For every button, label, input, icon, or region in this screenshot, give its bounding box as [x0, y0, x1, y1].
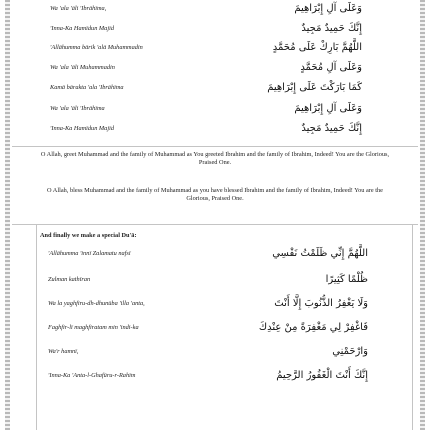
section-heading: And finally we make a special Du'ā: [40, 232, 137, 239]
dua-row [48, 344, 368, 360]
transliteration: 'Inna-Ka Hamīdun Majīd [50, 25, 114, 32]
arabic-text: وَعَلَى آلِ مُحَمَّدٍ [300, 62, 362, 73]
transliteration: 'Inna-Ka 'Anta-l-Ghafūru-r-Rahīm [48, 372, 136, 379]
verse-row [50, 121, 362, 137]
left-decorative-border [5, 0, 10, 430]
translation-greeting: O Allah, greet Muhammad and the family of Muhammad as You greeted Ibrahim and the family of Ibrahim, Indeed! You are the Glorious, Praised One. [40, 151, 390, 166]
arabic-text: وَعَلَى آلِ إِبْرَاهِيمَ [294, 103, 362, 114]
verse-row [50, 21, 362, 37]
divider-line [12, 146, 418, 147]
dua-row [48, 320, 368, 336]
dua-row [48, 246, 368, 262]
translation-blessing: O Allah, bless Muhammad and the family of Muhammad as you have blessed Ibrahim and the family of Ibrahim, Indeed! You are the Glorious, Praised One. [47, 187, 383, 202]
arabic-text: فَاغْفِرْ لِي مَغْفِرَةً مِنْ عِنْدِكَ [258, 322, 368, 333]
transliteration: 'Allāhumma 'innī Zalamatu nafsī [48, 250, 131, 257]
transliteration: 'Inna-Ka Hamīdun Majīd [50, 125, 114, 132]
verse-row [50, 60, 362, 76]
arabic-text: وَعَلَى آلِ إِبْرَاهِيمَ [294, 3, 362, 14]
arabic-text: ظُلْمًا كَثِيرًا [325, 274, 368, 285]
arabic-text: اللَّهُمَّ إِنِّي ظَلَمْتُ نَفْسِي [272, 248, 368, 259]
dua-row [48, 272, 368, 288]
transliteration: Faghfir-lī maghfiratam min 'indi-ka [48, 324, 139, 331]
transliteration: Wa 'ala 'āli 'Ibrāhīma [50, 105, 105, 112]
transliteration: Wa 'ala 'āli 'Ibrāhīma, [50, 5, 107, 12]
right-decorative-border [420, 0, 425, 430]
divider-line [12, 224, 418, 225]
transliteration: 'Allāhumma bārik 'alā Muhammadin [50, 44, 143, 51]
section-right-rule [412, 224, 413, 430]
verse-row [50, 40, 362, 56]
transliteration: Zulman kathīran [48, 276, 91, 283]
arabic-text: إِنَّكَ حَمِيدٌ مَجِيدٌ [301, 123, 362, 134]
dua-row [48, 368, 368, 384]
dua-row [48, 296, 368, 312]
section-left-rule [36, 224, 37, 430]
verse-row [50, 101, 362, 117]
arabic-text: اللَّهُمَّ بَارِكْ عَلَى مُحَمَّدٍ [272, 42, 362, 53]
verse-row [50, 80, 362, 96]
arabic-text: إِنَّكَ أَنْتَ الْغَفُورُ الرَّحِيمُ [276, 370, 368, 381]
arabic-text: كَمَا بَارَكْتَ عَلَى إِبْرَاهِيمَ [267, 82, 362, 93]
verse-row [50, 3, 362, 19]
arabic-text: وَلَا يَغْفِرُ الذُّنُوبَ إِلَّا أَنْتَ [274, 298, 368, 309]
transliteration: Wa 'ala 'āli Muhammadin [50, 64, 115, 71]
transliteration: Kamā bārakta 'ala 'Ibrāhīma [50, 84, 124, 91]
arabic-text: وَارْحَمْنِي [332, 346, 368, 357]
transliteration: Wa'r hamnī, [48, 348, 79, 355]
transliteration: Wa la yaghfiru-dh-dhunūba 'illa 'anta, [48, 300, 145, 307]
arabic-text: إِنَّكَ حَمِيدٌ مَجِيدٌ [301, 23, 362, 34]
